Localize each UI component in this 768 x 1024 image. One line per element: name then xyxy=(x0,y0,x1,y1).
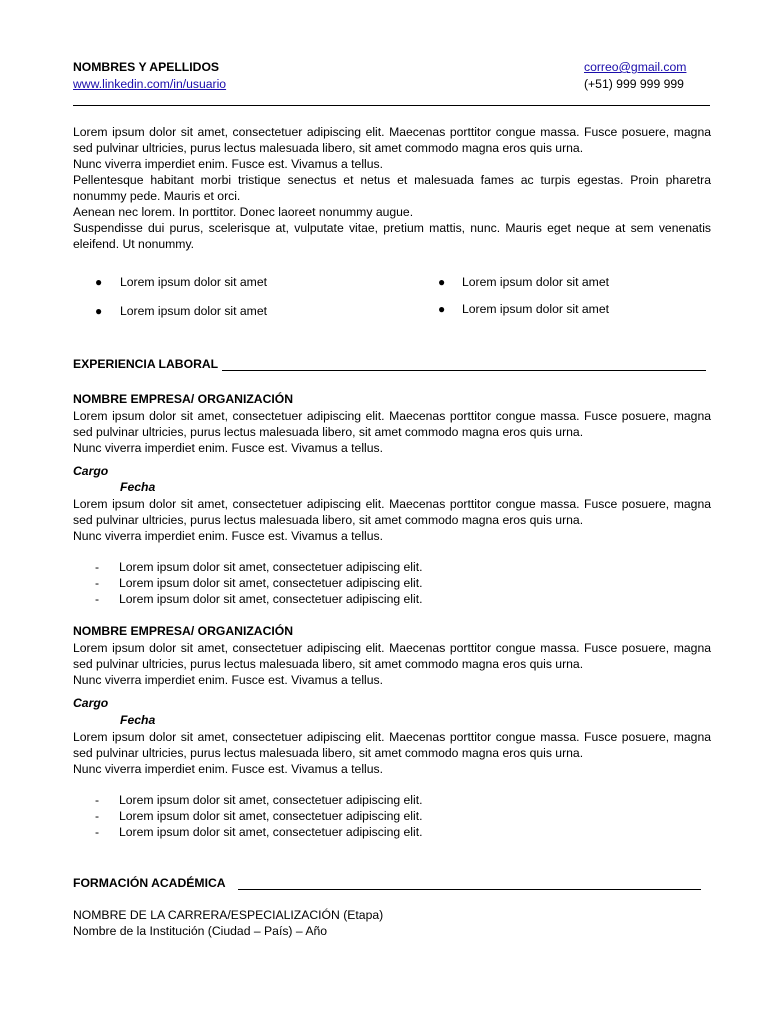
bullet-icon: ● xyxy=(438,275,446,289)
summary-paragraph: Aenean nec lorem. In porttitor. Donec laoreet nonummy augue. xyxy=(73,205,414,219)
achievement-text: Lorem ipsum dolor sit amet, consectetuer adipiscing elit. xyxy=(119,809,423,823)
achievement-item xyxy=(95,792,422,808)
dash-icon: - xyxy=(95,793,100,807)
job-role: Cargo xyxy=(73,464,109,478)
role-desc-paragraph: Nunc viverra imperdiet enim. Fusce est. Vivamus a tellus. xyxy=(73,762,383,776)
role-desc-paragraph: Lorem ipsum dolor sit amet, consectetuer adipiscing elit. Maecenas porttitor congue massa. Fusce posuere, magna sed pulvinar ultricies, purus lectus malesuada libero, sit amet commodo magna eros quis urna. xyxy=(73,497,711,527)
skill-item: Lorem ipsum dolor sit amet xyxy=(120,275,267,289)
role-desc-paragraph: Lorem ipsum dolor sit amet, consectetuer adipiscing elit. Maecenas porttitor congue massa. Fusce posuere, magna sed pulvinar ultricies, purus lectus malesuada libero, sit amet commodo magna eros quis urna. xyxy=(73,730,711,760)
candidate-name: NOMBRES Y APELLIDOS xyxy=(73,60,220,74)
summary-paragraph: Pellentesque habitant morbi tristique senectus et netus et malesuada fames ac turpis egestas. Proin pharetra nonummy pede. Mauris et orci. xyxy=(73,173,711,203)
phone-number: (+51) 999 999 999 xyxy=(584,77,684,91)
section-heading-experience: EXPERIENCIA LABORAL xyxy=(73,357,219,371)
dash-icon: - xyxy=(95,576,100,590)
degree-name: NOMBRE DE LA CARRERA/ESPECIALIZACIÓN (Etapa) xyxy=(73,908,384,922)
company-desc-paragraph: Lorem ipsum dolor sit amet, consectetuer adipiscing elit. Maecenas porttitor congue massa. Fusce posuere, magna sed pulvinar ultricies, purus lectus malesuada libero, sit amet commodo magna eros quis urna. xyxy=(73,641,711,671)
achievement-text: Lorem ipsum dolor sit amet, consectetuer adipiscing elit. xyxy=(119,592,423,606)
profile-summary xyxy=(73,124,711,252)
company-description xyxy=(73,408,711,456)
job-role: Cargo xyxy=(73,696,109,710)
summary-paragraph: Lorem ipsum dolor sit amet, consectetuer adipiscing elit. Maecenas porttitor congue massa. Fusce posuere, magna sed pulvinar ultricies, purus lectus malesuada libero, sit amet commodo magna eros quis urna. xyxy=(73,125,711,155)
dash-icon: - xyxy=(95,560,100,574)
bullet-icon: ● xyxy=(438,302,446,316)
achievement-text: Lorem ipsum dolor sit amet, consectetuer adipiscing elit. xyxy=(119,576,423,590)
company-name: NOMBRE EMPRESA/ ORGANIZACIÓN xyxy=(73,624,294,638)
institution-name: Nombre de la Institución (Ciudad – País) – Año xyxy=(73,924,328,938)
achievement-item xyxy=(95,559,422,575)
skill-item: Lorem ipsum dolor sit amet xyxy=(462,302,609,316)
company-desc-paragraph: Nunc viverra imperdiet enim. Fusce est. Vivamus a tellus. xyxy=(73,441,383,455)
company-desc-paragraph: Nunc viverra imperdiet enim. Fusce est. Vivamus a tellus. xyxy=(73,673,383,687)
role-desc-paragraph: Nunc viverra imperdiet enim. Fusce est. Vivamus a tellus. xyxy=(73,529,383,543)
section-heading-education: FORMACIÓN ACADÉMICA xyxy=(73,876,226,890)
summary-paragraph: Suspendisse dui purus, scelerisque at, vulputate vitae, pretium mattis, nunc. Mauris eget neque at sem venenatis eleifend. Ut nonummy. xyxy=(73,221,711,251)
skill-item: Lorem ipsum dolor sit amet xyxy=(120,304,267,318)
dash-icon: - xyxy=(95,809,100,823)
achievement-item xyxy=(95,824,422,840)
achievement-item xyxy=(95,575,422,591)
dash-icon: - xyxy=(95,825,100,839)
skill-item: Lorem ipsum dolor sit amet xyxy=(462,275,609,289)
bullet-icon: ● xyxy=(95,304,103,318)
dash-icon: - xyxy=(95,592,100,606)
email-link[interactable]: correo@gmail.com xyxy=(584,60,687,74)
achievement-text: Lorem ipsum dolor sit amet, consectetuer adipiscing elit. xyxy=(119,825,423,839)
summary-paragraph: Nunc viverra imperdiet enim. Fusce est. Vivamus a tellus. xyxy=(73,157,383,171)
achievement-text: Lorem ipsum dolor sit amet, consectetuer adipiscing elit. xyxy=(119,560,423,574)
achievement-item xyxy=(95,591,422,607)
company-description xyxy=(73,640,711,688)
role-description xyxy=(73,496,711,544)
bullet-icon: ● xyxy=(95,275,103,289)
achievement-text: Lorem ipsum dolor sit amet, consectetuer adipiscing elit. xyxy=(119,793,423,807)
company-name: NOMBRE EMPRESA/ ORGANIZACIÓN xyxy=(73,392,294,406)
linkedin-link[interactable]: www.linkedin.com/in/usuario xyxy=(73,77,227,91)
job-date: Fecha xyxy=(120,480,156,494)
job-date: Fecha xyxy=(120,713,156,727)
company-desc-paragraph: Lorem ipsum dolor sit amet, consectetuer adipiscing elit. Maecenas porttitor congue massa. Fusce posuere, magna sed pulvinar ultricies, purus lectus malesuada libero, sit amet commodo magna eros quis urna. xyxy=(73,409,711,439)
achievement-item xyxy=(95,808,422,824)
role-description xyxy=(73,729,711,777)
heading-underline xyxy=(238,889,701,890)
heading-underline xyxy=(222,370,706,371)
header-divider xyxy=(73,105,710,106)
